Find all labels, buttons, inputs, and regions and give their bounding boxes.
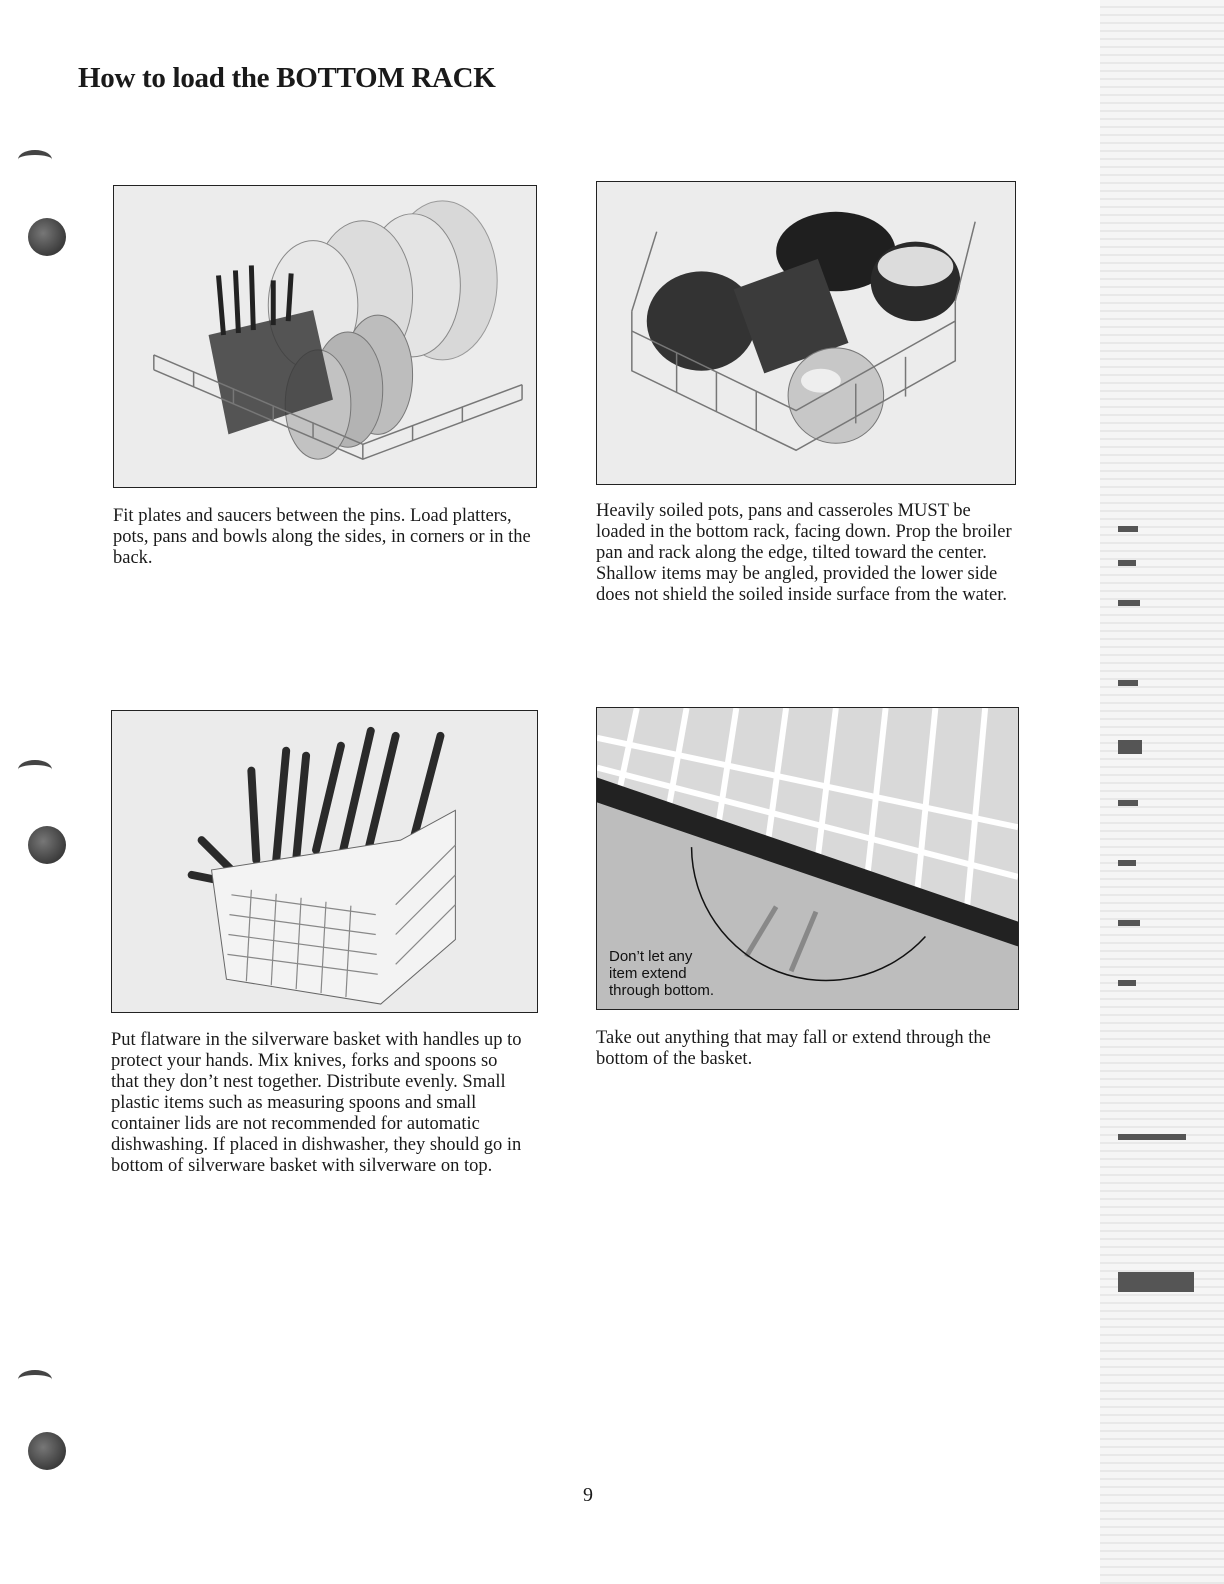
page-title: How to load the BOTTOM RACK xyxy=(78,62,496,94)
binder-hole xyxy=(28,218,66,256)
scan-artifact xyxy=(1118,680,1138,686)
page-number: 9 xyxy=(583,1484,593,1506)
binder-mark xyxy=(18,1370,52,1389)
photo-basket-bottom xyxy=(596,707,1019,1010)
caption-pots: Heavily soiled pots, pans and casseroles MUST be loaded in the bottom rack, facing down. Prop the broiler pan and rack along the edge, tilted toward the center. Shallow items may be angled, provided the lower side does not shield the soiled inside surface from the water. xyxy=(596,501,1012,605)
plates-rack-illustration xyxy=(114,186,536,487)
binder-mark xyxy=(18,760,52,779)
scan-artifact xyxy=(1118,1272,1194,1292)
binder-mark xyxy=(18,150,52,169)
scan-artifact xyxy=(1118,920,1140,926)
binder-hole xyxy=(28,826,66,864)
caption-plates: Fit plates and saucers between the pins. Load platters, pots, pans and bowls along the sides, in corners or in the back. xyxy=(113,506,531,568)
caption-basket-bottom: Take out anything that may fall or extend through the bottom of the basket. xyxy=(596,1028,991,1069)
scan-artifact xyxy=(1118,560,1136,566)
scan-artifact xyxy=(1118,1134,1186,1140)
scan-artifact xyxy=(1118,980,1136,986)
photo-silverware-basket xyxy=(111,710,538,1013)
callout-text: Don’t let any item extend through bottom. xyxy=(609,948,715,999)
photo-plates-rack xyxy=(113,185,537,488)
scan-artifact xyxy=(1118,800,1138,806)
silverware-basket-illustration xyxy=(112,711,537,1012)
scan-artifact xyxy=(1118,600,1140,606)
scan-margin xyxy=(1100,0,1224,1584)
caption-silverware: Put flatware in the silverware basket with handles up to protect your hands. Mix knives, forks and spoons so that they don’t nest together. Distribute evenly. Small plastic items such as measuring spoons and small container lids are not recommended for automatic dishwashing. If placed in dishwasher, they should go in bottom of silverware basket with silverware on top. xyxy=(111,1030,522,1176)
scan-artifact xyxy=(1118,526,1138,532)
scan-artifact xyxy=(1118,740,1142,754)
photo-pots-rack xyxy=(596,181,1016,485)
pots-rack-illustration xyxy=(597,182,1015,484)
binder-hole xyxy=(28,1432,66,1470)
scan-artifact xyxy=(1118,860,1136,866)
